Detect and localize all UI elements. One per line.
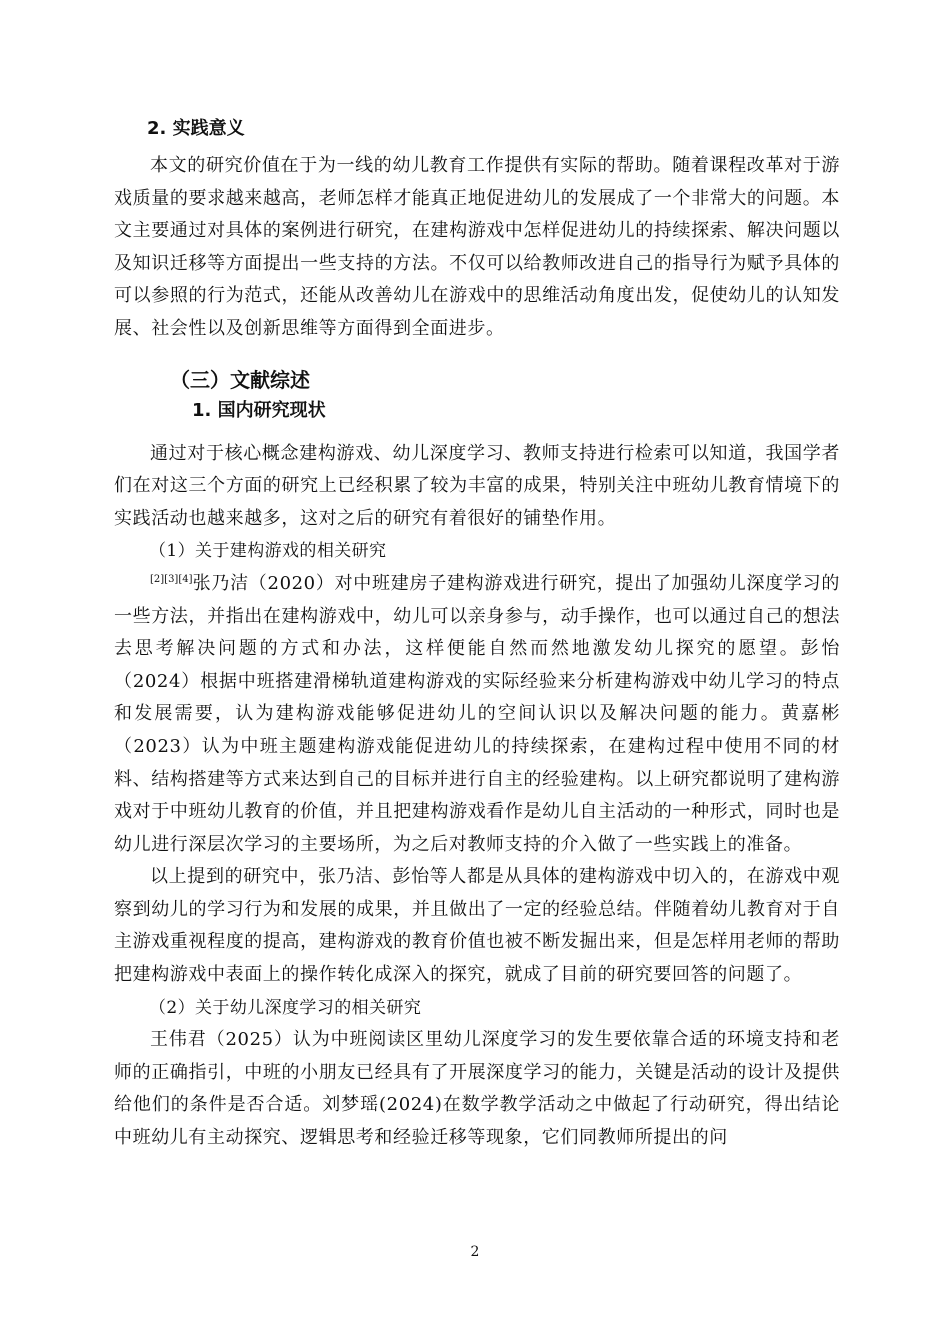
construction-game-summary-paragraph: 以上提到的研究中，张乃洁、彭怡等人都是从具体的建构游戏中切入的，在游戏中观察到幼儿的学习行为和发展的成果，并且做出了一定的经验总结。伴随着幼儿教育对于自主游戏重视程度的提高，建构游戏的教育价值也被不断发掘出来，但是怎样用老师的帮助把建构游戏中表面上的操作转化成深入的探究，就成了目前的研究要回答的问题了。	[114, 866, 840, 986]
page-content	[114, 114, 840, 1155]
domestic-research-heading: 1. 国内研究现状	[192, 399, 326, 421]
construction-game-research-text: 张乃洁（2020）对中班建房子建构游戏进行研究，提出了加强幼儿深度学习的一些方法，并指出在建构游戏中，幼儿可以亲身参与，动手操作，也可以通过自己的想法去思考解决问题的方式和办法，这样便能自然而然地激发幼儿探究的愿望。彭怡（2024）根据中班搭建滑梯轨道建构游戏的实际经验来分析建构游戏中幼儿学习的特点和发展需要，认为建构游戏能够促进幼儿的空间认识以及解决问题的能力。黄嘉彬（2023）认为中班主题建构游戏能促进幼儿的持续探索，在建构过程中使用不同的材料、结构搭建等方式来达到自己的目标并进行自主的经验建构。以上研究都说明了建构游戏对于中班幼儿教育的价值，并且把建构游戏看作是幼儿自主活动的一种形式，同时也是幼儿进行深层次学习的主要场所，为之后对教师支持的介入做了一些实践上的准备。	[114, 572, 840, 855]
deep-learning-research-paragraph: 王伟君（2025）认为中班阅读区里幼儿深度学习的发生要依靠合适的环境支持和老师的正确指引，中班的小朋友已经具有了开展深度学习的能力，关键是活动的设计及提供给他们的条件是否合适。刘梦瑶(2024)在数学教学活动之中做起了行动研究，得出结论中班幼儿有主动探究、逻辑思考和经验迁移等现象，它们同教师所提出的问	[114, 1029, 840, 1149]
domestic-research-intro: 通过对于核心概念建构游戏、幼儿深度学习、教师支持进行检索可以知道，我国学者们在对这三个方面的研究上已经积累了较为丰富的成果，特别关注中班幼儿教育情境下的实践活动也越来越多，这对之后的研究有着很好的铺垫作用。	[114, 442, 840, 529]
construction-game-research-heading: （1）关于建构游戏的相关研究	[149, 541, 387, 562]
construction-game-research-paragraph	[114, 568, 840, 861]
literature-review-heading: （三）文献综述	[170, 367, 310, 392]
page-number: 2	[470, 1244, 480, 1260]
deep-learning-research-heading: （2）关于幼儿深度学习的相关研究	[149, 997, 422, 1018]
practice-significance-heading: 2. 实践意义	[147, 118, 245, 139]
citation-reference: [2][3][4]	[150, 573, 193, 585]
practice-significance-paragraph: 本文的研究价值在于为一线的幼儿教育工作提供有实际的帮助。随着课程改革对于游戏质量的要求越来越高，老师怎样才能真正地促进幼儿的发展成了一个非常大的问题。本文主要通过对具体的案例进行研究，在建构游戏中怎样促进幼儿的持续探索、解决问题以及知识迁移等方面提出一些支持的方法。不仅可以给教师改进自己的指导行为赋予具体的可以参照的行为范式，还能从改善幼儿在游戏中的思维活动角度出发，促使幼儿的认知发展、社会性以及创新思维等方面得到全面进步。	[114, 155, 840, 339]
